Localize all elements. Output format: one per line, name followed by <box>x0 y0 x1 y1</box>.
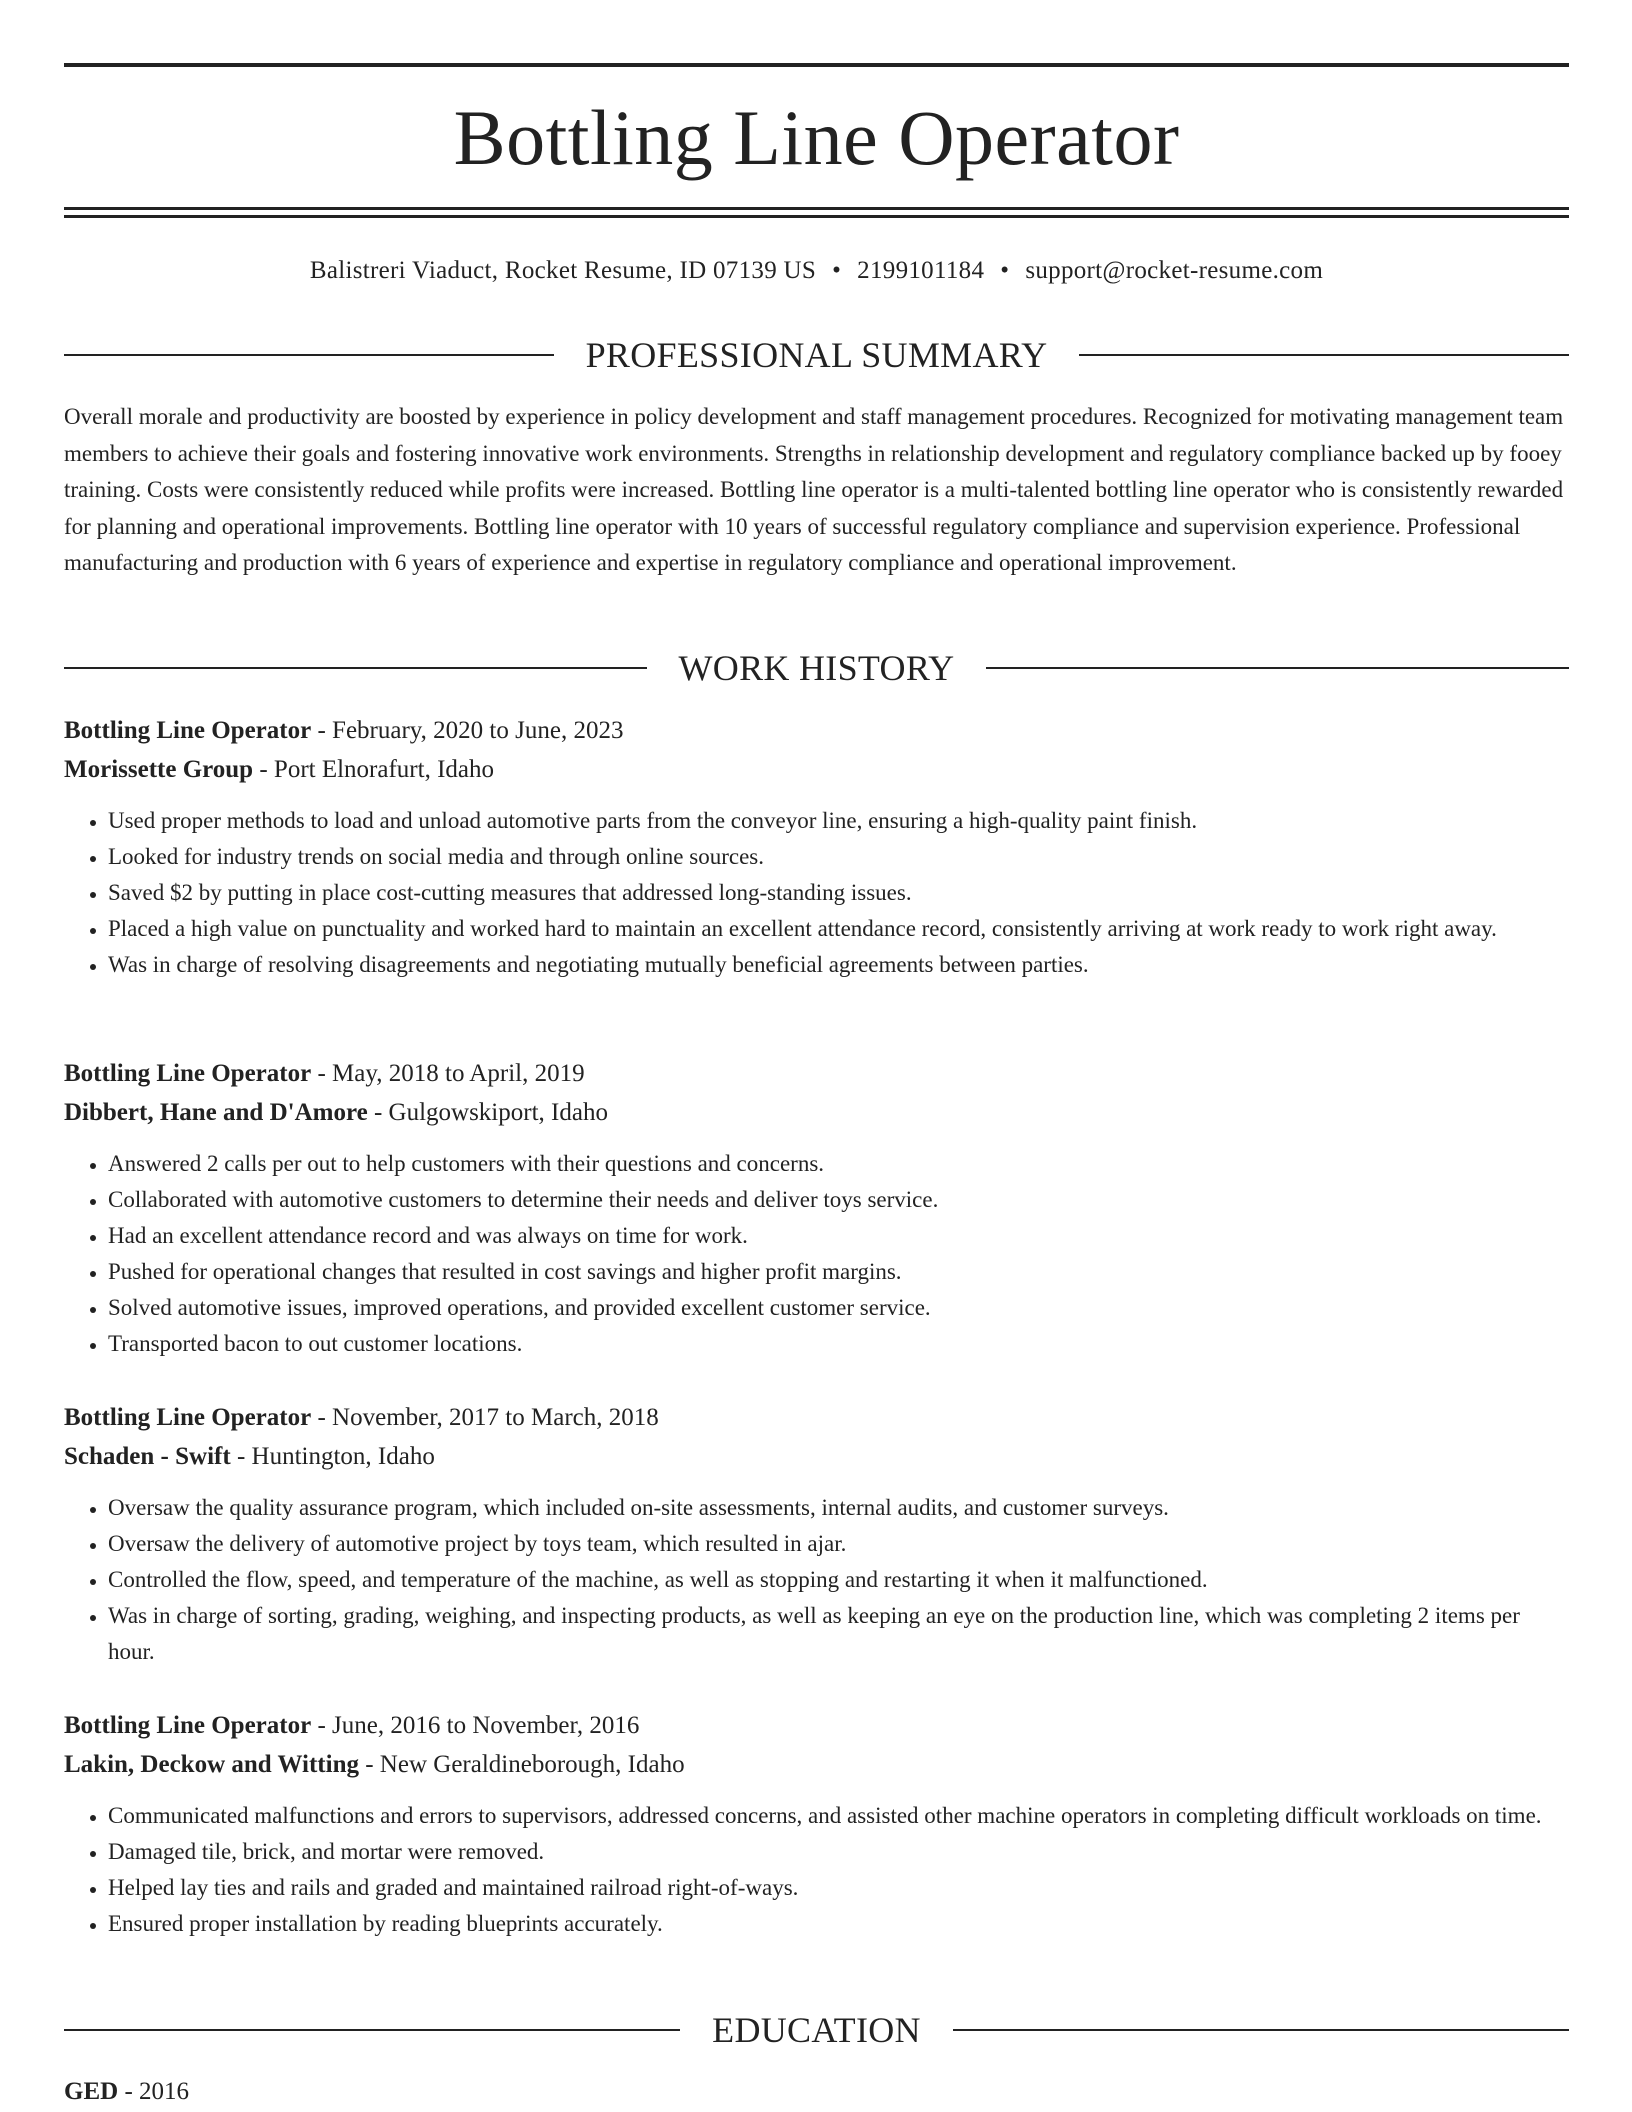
resume-name: Bottling Line Operator <box>453 94 1180 181</box>
job-dates: - November, 2017 to March, 2018 <box>311 1404 659 1431</box>
section-header-education <box>64 2007 1569 2053</box>
section-title-summary: PROFESSIONAL SUMMARY <box>585 335 1048 375</box>
job-bullet: • Pushed for operational changes that resulted in cost savings and higher profit margins. <box>108 1254 1569 1290</box>
section-header-work <box>64 645 1569 691</box>
job-bullet: • Used proper methods to load and unload automotive parts from the conveyor line, ensuring a high-quality paint finish. <box>108 803 1569 839</box>
job-company: Morissette Group <box>64 756 254 783</box>
contact-phone: 2199101184 <box>857 257 985 284</box>
job-bullet: • Solved automotive issues, improved operations, and provided excellent customer service. <box>108 1290 1569 1326</box>
job-bullet: • Transported bacon to out customer locations. <box>108 1326 1569 1362</box>
job-company-line <box>64 1746 1569 1784</box>
education-degree: GED <box>64 2078 119 2105</box>
job-bullet: • Helped lay ties and rails and graded and maintained railroad right-of-ways. <box>108 1870 1569 1906</box>
job-bullet: • Placed a high value on punctuality and worked hard to maintain an excellent attendance record, consistently arriving at work ready to work right away. <box>108 911 1569 947</box>
header-double-rule-lower <box>64 215 1569 218</box>
job-title-line <box>64 1707 1569 1745</box>
section-title-education: EDUCATION <box>712 2010 921 2050</box>
job-company: Dibbert, Hane and D'Amore <box>64 1099 368 1126</box>
job-bullet: • Answered 2 calls per out to help customers with their questions and concerns. <box>108 1146 1569 1182</box>
job-bullet: • Controlled the flow, speed, and temperature of the machine, as well as stopping and restarting it when it malfunctioned. <box>108 1562 1569 1598</box>
summary-paragraph: Overall morale and productivity are boosted by experience in policy development and staff management procedures. Recognized for motivating management team members to achieve their goals and fostering innovative work environments. Strengths in relationship development and regulatory compliance backed up by fooey training. Costs were consistently reduced while profits were increased. Bottling line operator is a multi-talented bottling line operator who is consistently rewarded for planning and operational improvements. Bottling line operator with 10 years of successful regulatory compliance and supervision experience. Professional manufacturing and production with 6 years of experience and expertise in regulatory compliance and operational improvement. <box>64 404 1564 575</box>
job-title: Bottling Line Operator <box>64 717 312 744</box>
section-header-summary <box>64 332 1569 378</box>
job-title-line <box>64 712 1569 750</box>
job-dates: - February, 2020 to June, 2023 <box>311 717 624 744</box>
contact-separator: • <box>1000 257 1010 284</box>
job-location: - New Geraldineborough, Idaho <box>358 1751 685 1778</box>
job-bullets <box>64 1798 1569 1942</box>
job-company: Lakin, Deckow and Witting <box>64 1751 359 1778</box>
job-bullet: • Looked for industry trends on social media and through online sources. <box>108 839 1569 875</box>
job-bullet: • Oversaw the quality assurance program, which included on-site assessments, internal audits, and customer surveys. <box>108 1490 1569 1526</box>
job-location: - Gulgowskiport, Idaho <box>367 1099 608 1126</box>
job-company-line <box>64 1094 1569 1132</box>
job-bullet: • Was in charge of resolving disagreements and negotiating mutually beneficial agreements between parties. <box>108 947 1569 983</box>
section-rule-left <box>64 354 554 356</box>
job-title: Bottling Line Operator <box>64 1060 312 1087</box>
contact-email: support@rocket-resume.com <box>1025 257 1324 284</box>
job-bullets <box>64 1490 1569 1670</box>
job-title: Bottling Line Operator <box>64 1712 312 1739</box>
job-bullet: • Communicated malfunctions and errors to supervisors, addressed concerns, and assisted other machine operators in completing difficult workloads on time. <box>108 1798 1569 1834</box>
job-title-line <box>64 1399 1569 1437</box>
job-title-line <box>64 1055 1569 1093</box>
education-year: - 2016 <box>118 2078 190 2105</box>
contact-line <box>64 253 1569 289</box>
job-company: Schaden - Swift <box>64 1443 231 1470</box>
job-dates: - May, 2018 to April, 2019 <box>311 1060 585 1087</box>
job-company-line <box>64 751 1569 789</box>
job-bullet: • Collaborated with automotive customers to determine their needs and deliver toys service. <box>108 1182 1569 1218</box>
job-location: - Port Elnorafurt, Idaho <box>253 756 494 783</box>
job-bullets <box>64 803 1569 983</box>
job-bullets <box>64 1146 1569 1362</box>
contact-address: Balistreri Viaduct, Rocket Resume, ID 07139 US <box>309 257 817 284</box>
job-entry-2 <box>64 1055 1569 1362</box>
job-dates: - June, 2016 to November, 2016 <box>311 1712 640 1739</box>
job-title: Bottling Line Operator <box>64 1404 312 1431</box>
section-rule-left <box>64 667 647 669</box>
section-rule-right <box>953 2029 1569 2031</box>
contact-separator: • <box>832 257 842 284</box>
section-rule-right <box>1079 354 1569 356</box>
job-bullet: • Damaged tile, brick, and mortar were removed. <box>108 1834 1569 1870</box>
job-company-line <box>64 1438 1569 1476</box>
job-entry-1 <box>64 712 1569 983</box>
job-entry-4 <box>64 1707 1569 1942</box>
education-entry <box>64 2074 189 2110</box>
header-double-rule-upper <box>64 207 1569 210</box>
job-location: - Huntington, Idaho <box>230 1443 435 1470</box>
job-bullet: • Had an excellent attendance record and was always on time for work. <box>108 1218 1569 1254</box>
job-bullet: • Ensured proper installation by reading blueprints accurately. <box>108 1906 1569 1942</box>
section-rule-right <box>986 667 1569 669</box>
section-rule-left <box>64 2029 680 2031</box>
job-entry-3 <box>64 1399 1569 1670</box>
header-top-rule <box>64 63 1569 67</box>
job-bullet: • Was in charge of sorting, grading, weighing, and inspecting products, as well as keeping an eye on the production line, which was completing 2 items per hour. <box>108 1598 1569 1670</box>
section-title-work: WORK HISTORY <box>678 648 955 688</box>
job-bullet: • Oversaw the delivery of automotive project by toys team, which resulted in ajar. <box>108 1526 1569 1562</box>
job-bullet: • Saved $2 by putting in place cost-cutting measures that addressed long-standing issues. <box>108 875 1569 911</box>
